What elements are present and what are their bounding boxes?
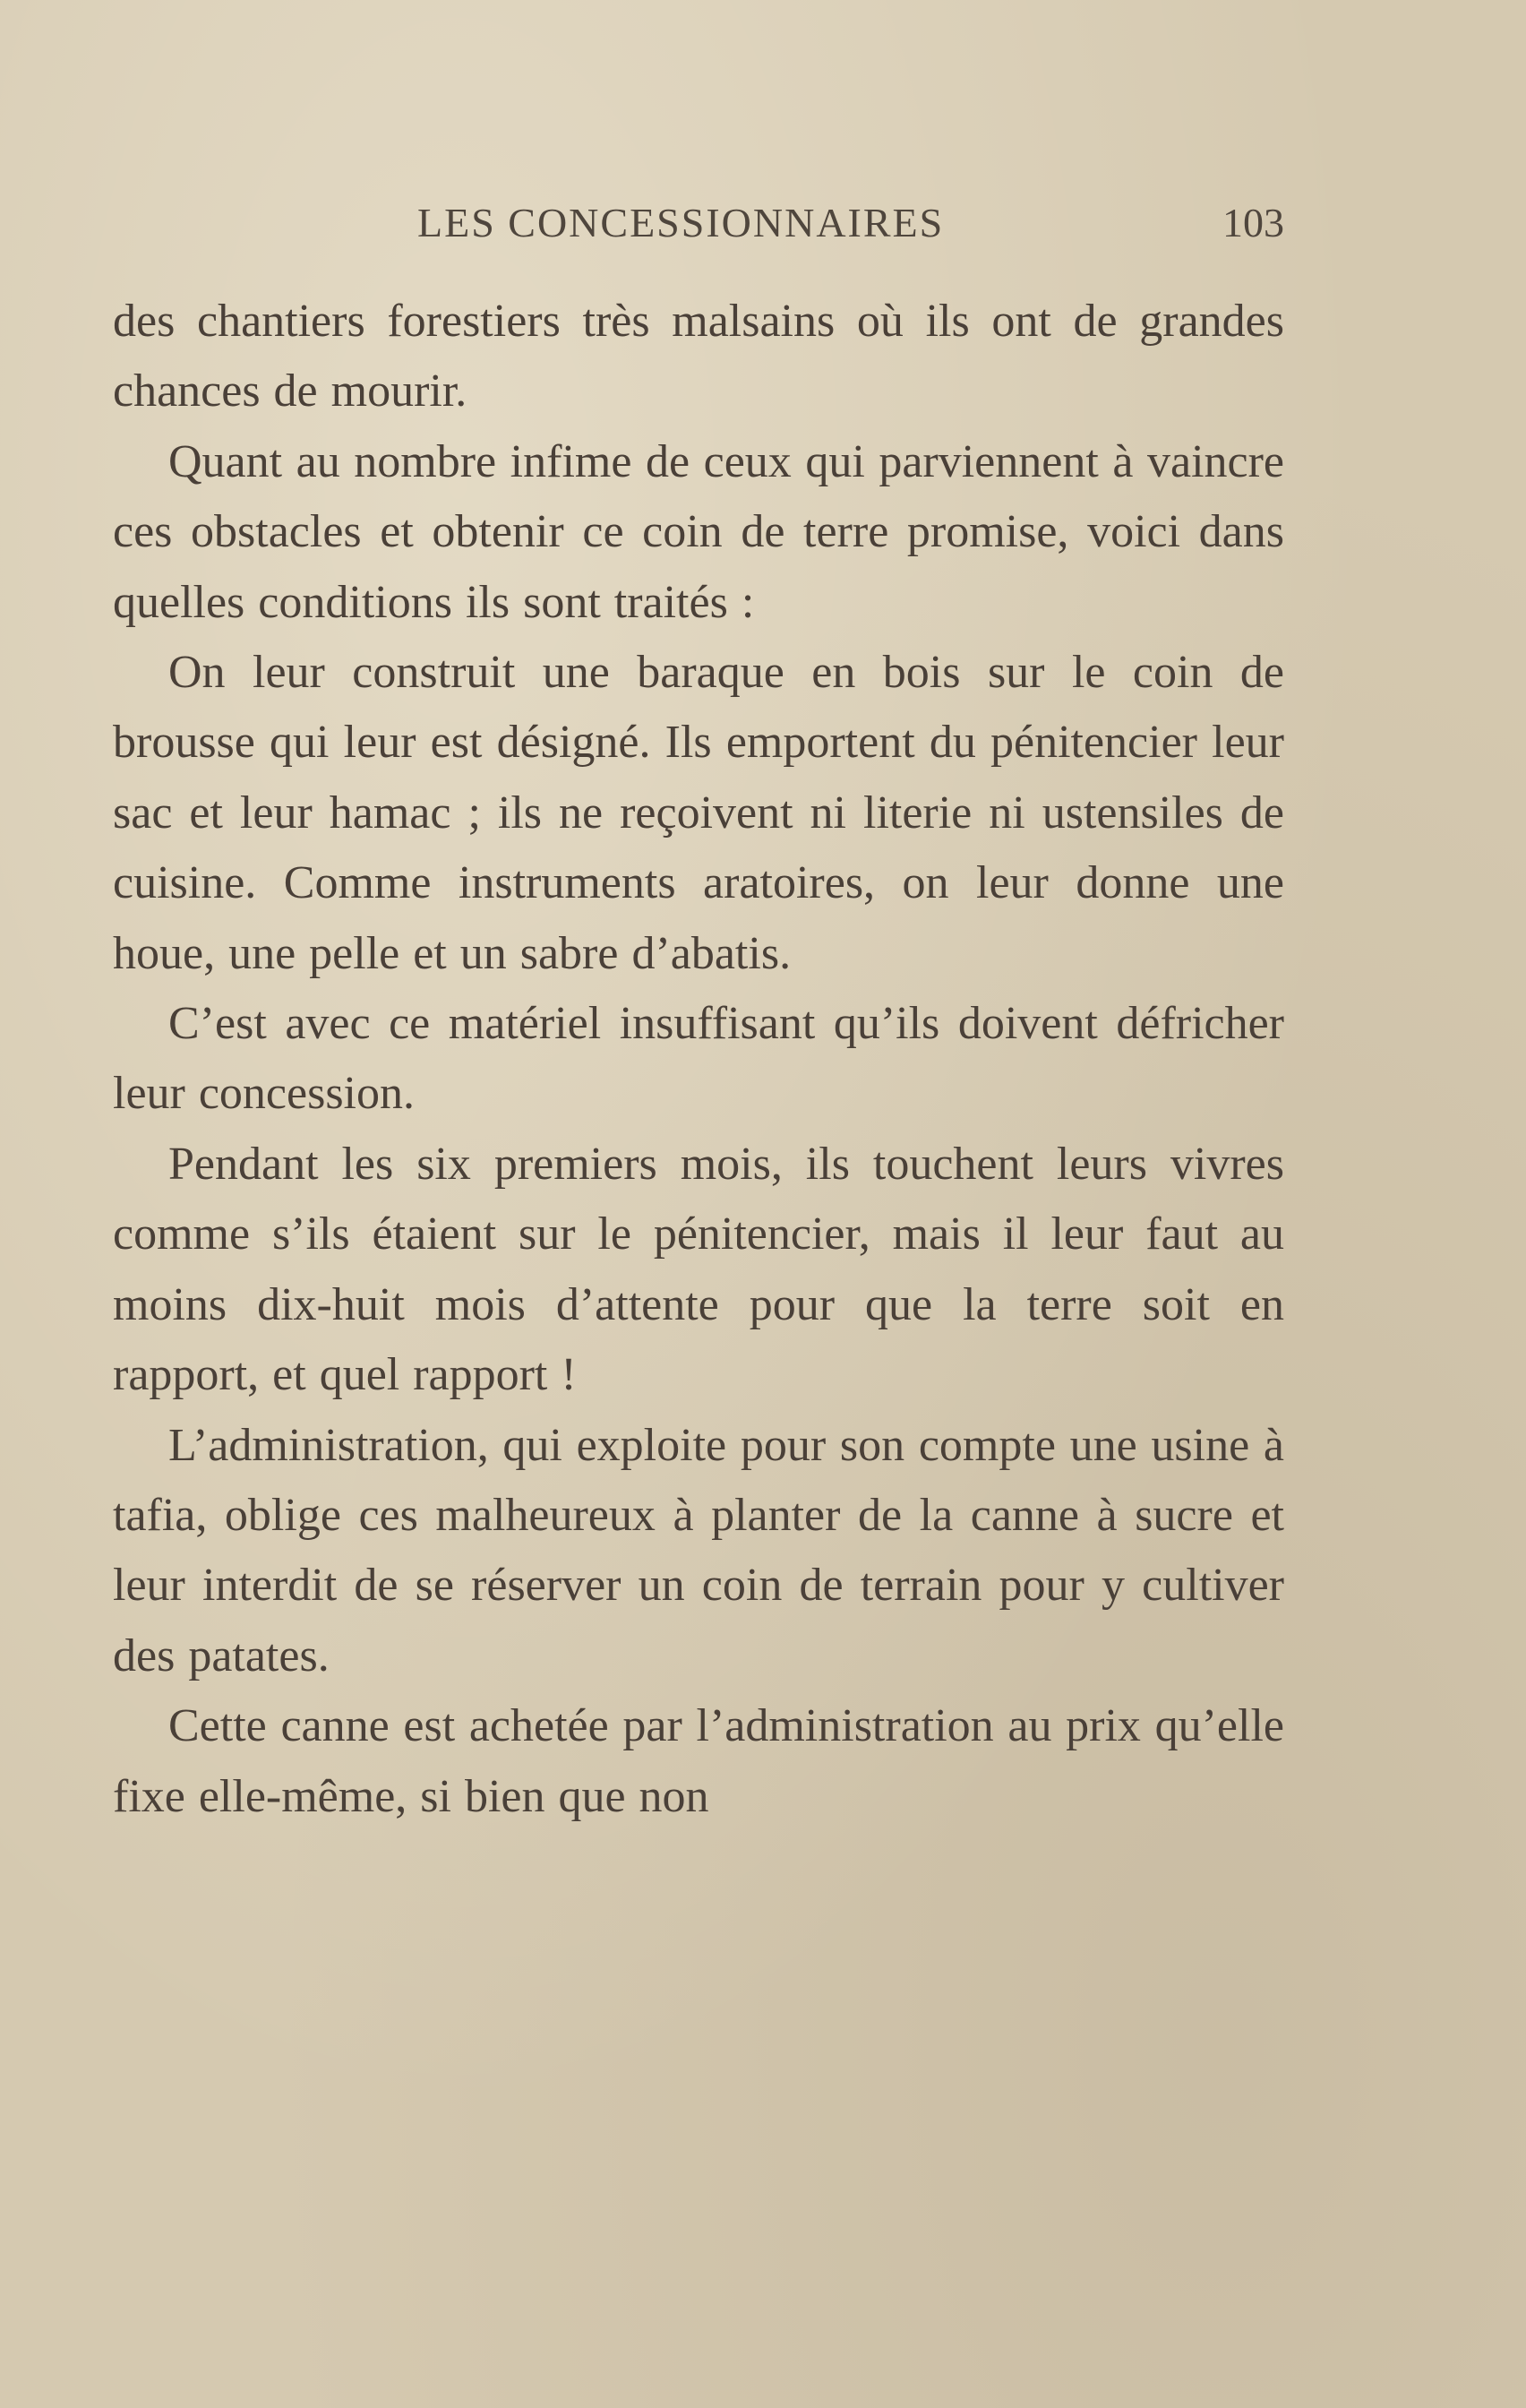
running-title: LES CONCESSIONNAIRES — [417, 200, 945, 245]
running-head — [113, 199, 1284, 262]
page-number: 103 — [1222, 200, 1284, 245]
paragraph: L’administration, qui exploite pour son compte une usine à tafia, oblige ces malheureux à planter de la canne à sucre et leur interdit de se réserver un coin de terrain pour y cultiver des patates. — [113, 1419, 1284, 1681]
body-text — [113, 287, 1284, 1832]
paragraph: On leur construit une baraque en bois sur le coin de brousse qui leur est désigné. Ils emportent du pénitencier leur sac et leur hamac ; ils ne reçoivent ni literie ni ustensiles de cuisine. Comme instruments aratoires, on leur donne une houe, une pelle et un sabre d’abatis. — [113, 647, 1284, 979]
paragraph: Pendant les six premiers mois, ils touchent leurs vivres comme s’ils étaient sur le pénitencier, mais il leur faut au moins dix-huit mois d’attente pour que la terre soit en rapport, et quel rapport ! — [113, 1138, 1284, 1401]
paragraph-continued: des chantiers forestiers très malsains où ils ont de grandes chances de mourir. — [113, 296, 1284, 417]
paragraph: C’est avec ce matériel insuffisant qu’ils doivent défricher leur concession. — [113, 998, 1284, 1120]
paragraph: Quant au nombre infime de ceux qui parviennent à vaincre ces obstacles et obtenir ce coin de terre promise, voici dans quelles conditions ils sont traités : — [113, 435, 1284, 628]
paragraph: Cette canne est achetée par l’administration au prix qu’elle fixe elle-même, si bien que non — [113, 1700, 1284, 1822]
